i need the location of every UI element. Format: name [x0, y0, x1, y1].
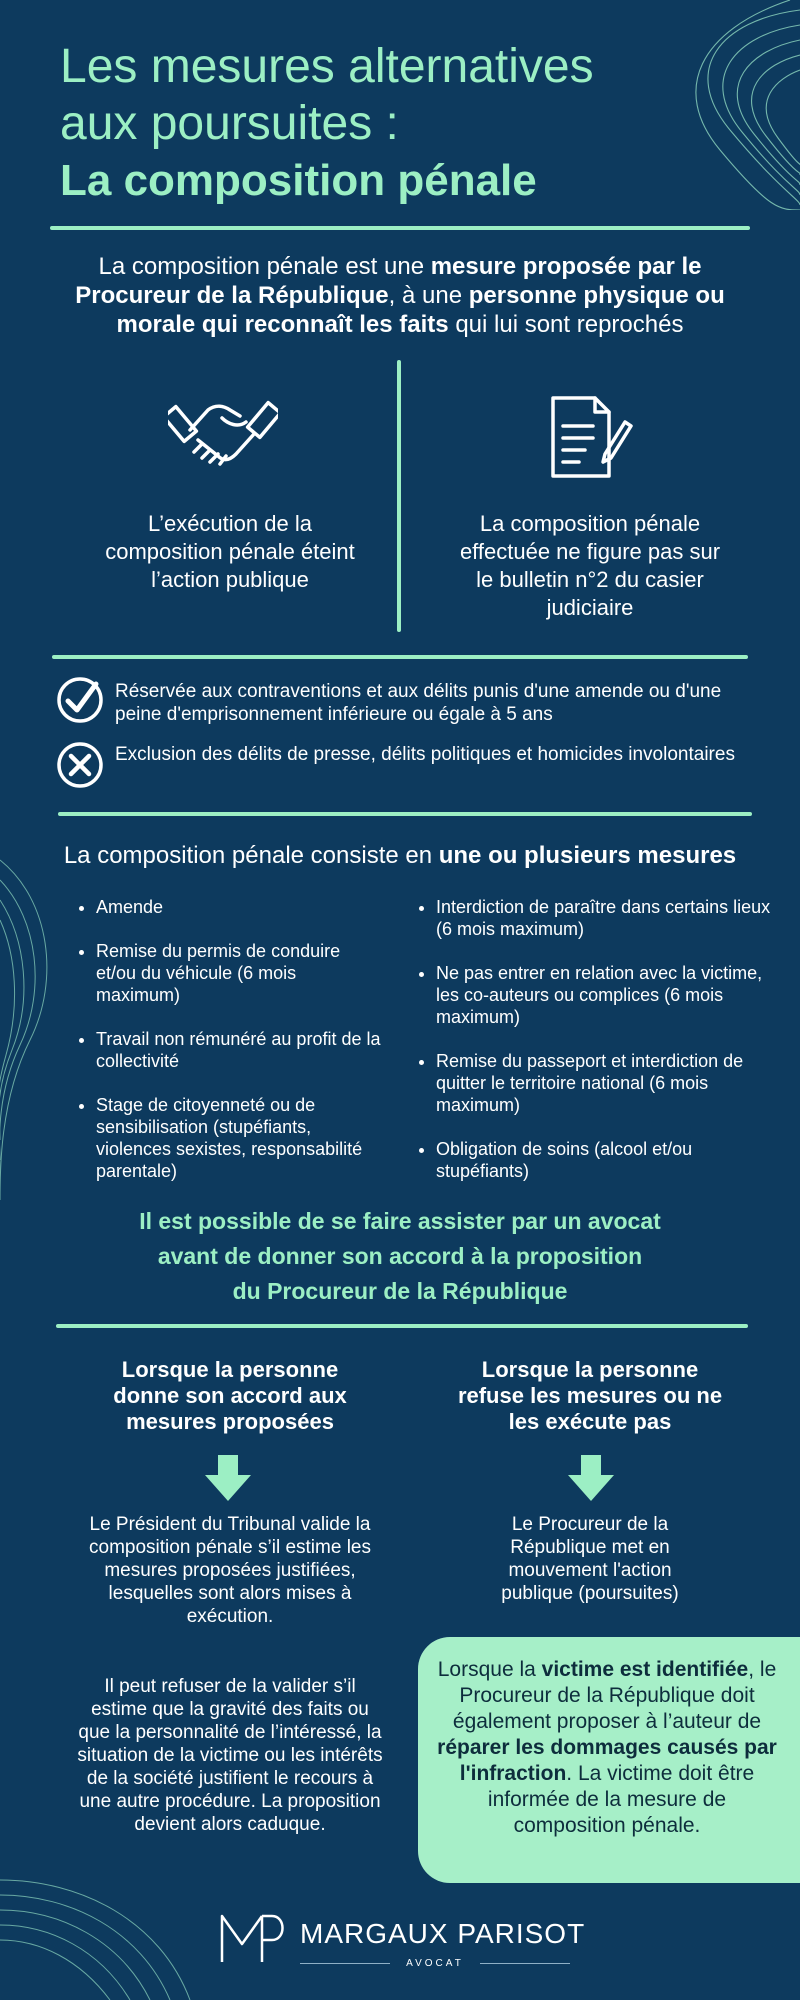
- victim-text-2: , le Procureur de la République doit également proposer à l’auteur de: [452, 1658, 777, 1733]
- effect-1-text: L’exécution de la composition pénale éteint l’action publique: [105, 511, 355, 592]
- divider-2: [52, 655, 748, 659]
- decorative-waves-bottom-left: [0, 1870, 200, 2000]
- brand-subtitle: AVOCAT: [406, 1958, 464, 1969]
- divider-1: [50, 226, 750, 230]
- divider-3: [58, 812, 752, 816]
- measures-lead-text: La composition pénale consiste en: [63, 842, 439, 869]
- list-item: • Amende: [96, 896, 384, 918]
- brand-name: MARGAUX PARISOT: [300, 1918, 586, 1949]
- decorative-waves-top-right: [660, 0, 800, 210]
- intro-bold-1: mesure proposée par le Procureur de la République: [75, 253, 702, 309]
- victim-bold-2: réparer les dommages causés par l'infraction: [437, 1736, 777, 1785]
- lawyer-line-3: du Procureur de la République: [232, 1278, 568, 1304]
- list-item: • Obligation de soins (alcool et/ou stupéfiants): [436, 1138, 780, 1182]
- lawyer-line-1: Il est possible de se faire assister par un avocat: [139, 1208, 661, 1234]
- lawyer-assistance-notice: [60, 1204, 740, 1309]
- effect-2-text: La composition pénale effectuée ne figure pas sur le bulletin n°2 du casier judiciaire: [459, 511, 721, 620]
- list-item: • Ne pas entrer en relation avec la victime, les co-auteurs ou complices (6 mois maximum): [436, 962, 780, 1028]
- accept-case-heading: Lorsque la personne donne son accord aux mesures proposées: [113, 1357, 347, 1434]
- handshake-icon: [168, 390, 278, 480]
- measures-list-left: [74, 896, 384, 1204]
- list-item: • Interdiction de paraître dans certains lieux (6 mois maximum): [436, 896, 780, 940]
- condition-1-text: Réservée aux contraventions et aux délits punis d'une amende ou d'une peine d'emprisonnement inférieure ou égale à 5 ans: [115, 681, 722, 725]
- intro-paragraph: [40, 252, 760, 339]
- divider-4: [56, 1324, 748, 1328]
- arrow-down-icon: [568, 1455, 614, 1501]
- victim-text-3: . La victime doit être informée de la mesure de composition pénale.: [487, 1762, 755, 1837]
- title-line-1: Les mesures alternatives: [60, 40, 594, 93]
- refuse-case-body: Le Procureur de la République met en mouvement l'action publique (poursuites): [501, 1514, 679, 1604]
- intro-text-1: La composition pénale est une: [98, 253, 431, 280]
- intro-text-2: , à une: [388, 282, 469, 309]
- x-circle-icon: [56, 741, 104, 789]
- victim-info-box: [418, 1637, 800, 1883]
- measures-lead: [20, 842, 780, 870]
- page-title: [60, 38, 594, 209]
- measures-list-right: [414, 896, 780, 1204]
- lawyer-line-2: avant de donner son accord à la proposition: [157, 1243, 643, 1269]
- victim-bold-1: victime est identifiée: [541, 1658, 749, 1681]
- list-item: • Stage de citoyenneté ou de sensibilisation (stupéfiants, violences sexistes, responsabilité parentale): [96, 1094, 384, 1182]
- check-circle-icon: [56, 676, 104, 724]
- victim-text-1: Lorsque la: [437, 1658, 542, 1681]
- title-line-3: La composition pénale: [60, 156, 537, 205]
- title-line-2: aux poursuites :: [60, 97, 399, 150]
- measures-lead-bold: une ou plusieurs mesures: [438, 842, 737, 869]
- arrow-down-icon: [205, 1455, 251, 1501]
- brand-logo-icon: [218, 1912, 290, 1964]
- list-item: • Remise du permis de conduire et/ou du véhicule (6 mois maximum): [96, 940, 384, 1006]
- accept-case-body-2: Il peut refuser de la valider s’il estime que la gravité des faits ou que la personnalité de l’intéressé, la situation de la victime ou les intérêts de la société justifient le recours à une autre procédure. La proposition devient alors caduque.: [77, 1676, 383, 1835]
- intro-bold-2: personne physique ou morale qui reconnaît les faits: [116, 282, 725, 338]
- column-divider: [397, 360, 401, 632]
- decorative-waves-left: [0, 840, 70, 1220]
- list-item: • Remise du passeport et interdiction de quitter le territoire national (6 mois maximum): [436, 1050, 780, 1116]
- accept-case-body-1: Le Président du Tribunal valide la composition pénale s’il estime les mesures proposées justifiées, lesquelles sont alors mises à exécution.: [89, 1514, 371, 1627]
- condition-2-text: Exclusion des délits de presse, délits politiques et homicides involontaires: [115, 744, 735, 765]
- list-item: • Travail non rémunéré au profit de la collectivité: [96, 1028, 384, 1072]
- document-signature-icon: [545, 392, 635, 482]
- intro-text-3: qui lui sont reprochés: [448, 311, 684, 338]
- refuse-case-heading: Lorsque la personne refuse les mesures ou ne les exécute pas: [457, 1357, 723, 1434]
